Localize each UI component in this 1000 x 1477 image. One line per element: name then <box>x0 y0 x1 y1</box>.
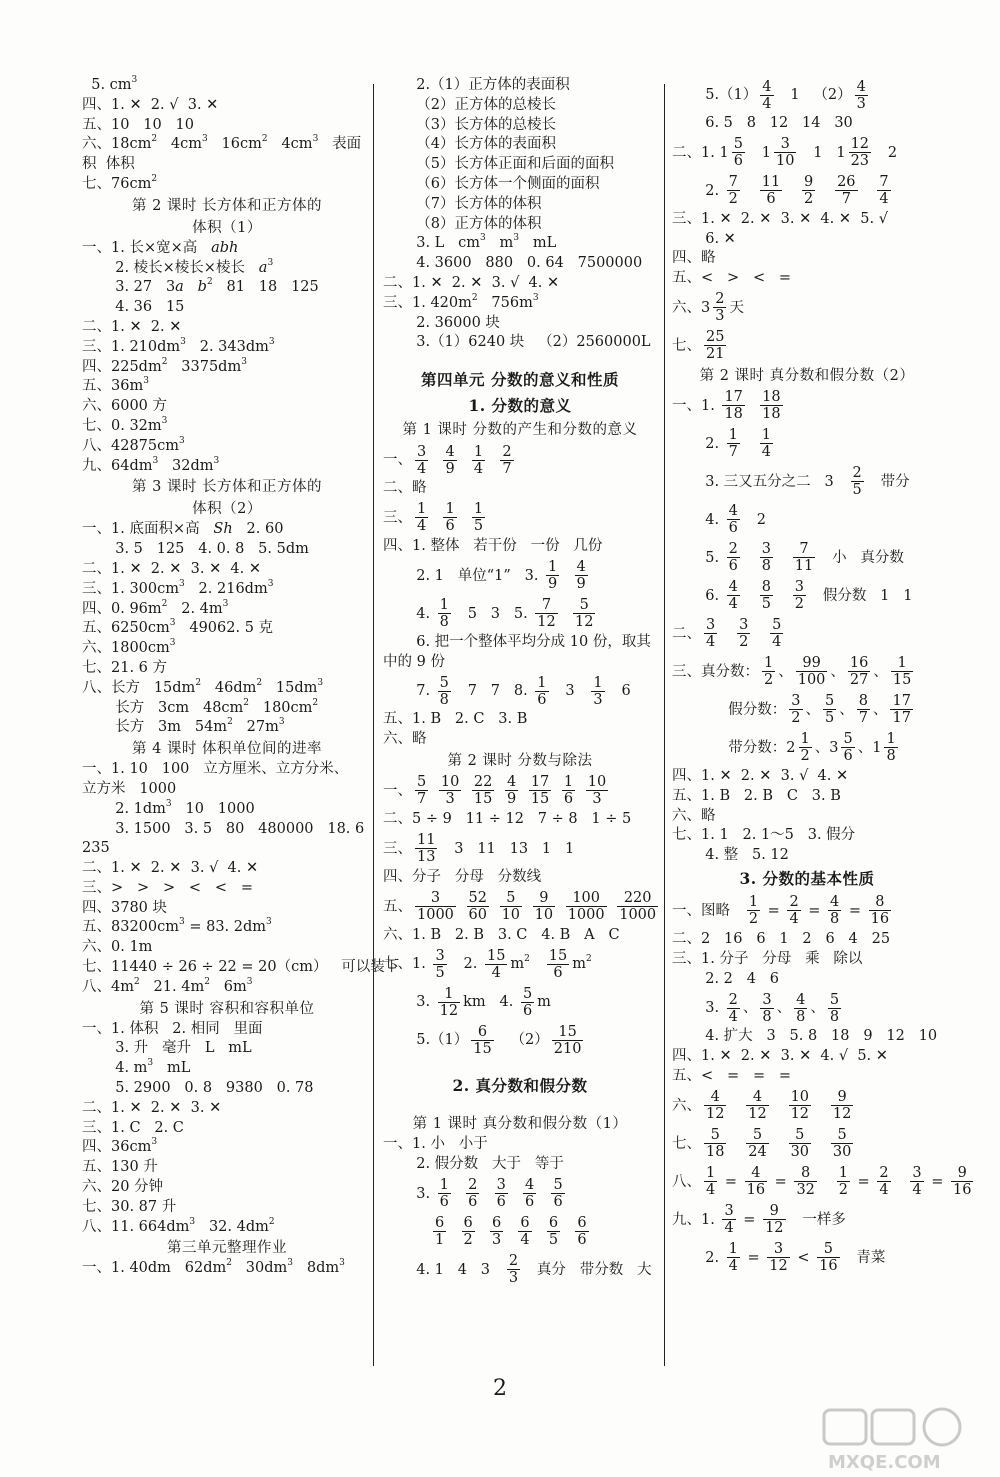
answer-line: 长方 3m $54m^2$ $27m^3$ <box>106 717 285 736</box>
fraction: $\frac{5}{6}$ <box>553 1177 563 1211</box>
answer-line: （3）长方体的总棱长 <box>407 116 556 133</box>
answer-line: （5）长方体正面和后面的面积 <box>407 156 614 173</box>
answer-line: 二、略 <box>383 480 427 497</box>
fraction: $\frac{2}{5}$ <box>852 465 862 499</box>
answer-line: 2. 36000 块 <box>407 314 500 331</box>
answer-line: 七、1. 1 2. 1～5 3. 假分 <box>672 827 856 844</box>
fraction: $\frac{5}{12}$ <box>574 597 594 631</box>
fraction: $\frac{1}{4}$ <box>473 443 484 477</box>
fraction: $\frac{1}{7}$ <box>728 427 738 461</box>
answer-line: 六、$18cm^2$ $4cm^3$ $16cm^2$ $4cm^3$ 表面 <box>82 134 362 153</box>
fraction: $\frac{1}{6}$ <box>439 1177 449 1211</box>
fraction: $\frac{17}{18}$ <box>724 389 743 423</box>
fraction: $\frac{17}{17}$ <box>892 693 911 727</box>
answer-line: 3. 升 毫升 L mL <box>106 1040 252 1057</box>
section-heading: 2. 真分数和假分数 <box>452 1076 588 1096</box>
answer-line: 三、> > > < < = <box>82 879 254 896</box>
page-number: 2 <box>493 1376 507 1401</box>
spacer <box>383 353 657 367</box>
answer-line: （4）长方体的表面积 <box>407 136 556 153</box>
fraction: $\frac{8}{16}$ <box>870 894 890 928</box>
section-heading: 第 1 课时 真分数和假分数（1） <box>412 1116 628 1133</box>
fraction: $\frac{1}{2}$ <box>800 731 810 765</box>
answer-line: 五、10 10 10 <box>82 116 195 133</box>
fraction: $\frac{7}{2}$ <box>728 174 738 208</box>
answer-line: 三、1. C 2. C <box>82 1119 184 1136</box>
section-heading: 第 4 课时 体积单位间的进率 <box>131 741 323 758</box>
answer-line: 2. 假分数 大于 等于 <box>407 1156 564 1173</box>
answer-line: 五、1. B 2. C 3. B <box>383 711 528 728</box>
answer-line: 三、 $\frac{1}{4}$ $\frac{1}{6}$ $\frac{1}{5}$ <box>383 501 484 535</box>
fraction: $\frac{1}{4}$ <box>728 1241 738 1275</box>
fraction: $\frac{3}{5}$ <box>435 947 445 981</box>
fraction: $\frac{4}{12}$ <box>706 1089 725 1123</box>
answer-line: （7）长方体的体积 <box>407 195 542 212</box>
answer-line: 五、130 升 <box>82 1159 158 1176</box>
fraction: $\frac{5}{8}$ <box>829 991 840 1025</box>
answer-line: 2.（1）正方体的表面积 <box>407 77 570 93</box>
answer-line: 5. 2900 0. 8 9380 0. 78 <box>106 1080 314 1097</box>
answer-line: 一、1. 40dm $62dm^2$ $30dm^3$ $8dm^3$ <box>82 1258 345 1277</box>
fraction: $\frac{7}{11}$ <box>794 541 814 575</box>
answer-line: （8）正方体的体积 <box>407 215 542 232</box>
fraction: $\frac{4}{8}$ <box>830 894 840 928</box>
fraction: $\frac{15}{6}$ <box>548 947 568 981</box>
fraction: $\frac{2}{4}$ <box>879 1165 889 1199</box>
answer-line: 6. ✕ <box>696 230 736 247</box>
answer-line: 2. $\frac{7}{2}$ $\frac{11}{6}$ $\frac{9}{2}$ $\frac{26}{7}$ $\frac{7}{4}$ <box>696 174 889 208</box>
answer-line: 四、$225dm^2$ $3375dm^3$ <box>82 356 247 375</box>
fraction: $\frac{4}{16}$ <box>746 1165 766 1199</box>
fraction: $\frac{4}{12}$ <box>748 1089 767 1123</box>
section-heading: 第三单元整理作业 <box>167 1240 287 1257</box>
answer-line: 4. $\frac{4}{6}$ 2 <box>696 503 766 537</box>
fraction: $\frac{5}{7}$ <box>417 774 427 808</box>
answer-line: 3. $\frac{1}{6}$ $\frac{2}{6}$ $\frac{3}{6}$ $\frac{4}{6}$ $\frac{5}{6}$ <box>407 1177 563 1211</box>
fraction: $\frac{3}{12}$ <box>769 1241 788 1275</box>
fraction: $\frac{6}{4}$ <box>520 1215 530 1249</box>
answer-line: 二、 $\frac{3}{4}$ $\frac{3}{2}$ $\frac{5}{4}$ <box>672 617 782 651</box>
answer-line: 二、1. 1 $\frac{5}{6}$ 1 $\frac{3}{10}$ 1 1 $\frac{12}{23}$ 2 <box>672 136 898 170</box>
fraction: $\frac{2}{4}$ <box>789 894 799 928</box>
answer-line: 六、略 <box>383 731 427 748</box>
answer-line: 三、 $\frac{11}{13}$ 3 11 13 1 1 <box>383 832 575 866</box>
section-heading: 体积（2） <box>192 501 262 518</box>
fraction: $\frac{6}{5}$ <box>548 1215 559 1249</box>
section-heading: 1. 分数的意义 <box>468 396 572 416</box>
fraction: $\frac{5}{18}$ <box>706 1127 725 1161</box>
fraction: $\frac{1}{6}$ <box>537 674 547 708</box>
fraction: $\frac{4}{9}$ <box>576 559 586 593</box>
answer-line: 6. 5 8 12 14 30 <box>696 115 853 131</box>
fraction: $\frac{1}{2}$ <box>748 894 759 928</box>
column-divider <box>664 84 665 1366</box>
answer-line: 三、1. $420m^2$ $756m^3$ <box>383 292 539 311</box>
answer-line: 3. $\frac{2}{4}$ 、 $\frac{3}{8}$ 、 $\frac{4}{8}$ 、 $\frac{5}{8}$ <box>696 991 840 1025</box>
answer-line: 3. 三又五分之二 3 $\frac{2}{5}$ 带分 <box>696 465 910 499</box>
answer-line: 5.（1） $\frac{6}{15}$ （2） $\frac{15}{210}$ <box>407 1023 582 1057</box>
fraction: $\frac{5}{6}$ <box>733 136 743 170</box>
column-middle <box>383 76 657 1289</box>
answer-line: 四、1. ✕ 2. √ 3. ✕ <box>82 96 219 113</box>
fraction: $\frac{6}{15}$ <box>473 1023 492 1057</box>
answer-line: 九、$64dm^3$ $32dm^3$ <box>82 455 220 474</box>
fraction: $\frac{5}{16}$ <box>819 1241 838 1275</box>
answer-line: 4. 36 15 <box>106 299 185 316</box>
fraction: $\frac{5}{6}$ <box>843 731 853 765</box>
fraction: $\frac{1}{4}$ <box>417 501 427 535</box>
fraction: $\frac{7}{12}$ <box>537 597 556 631</box>
answer-line: 七、0. $32m^3$ <box>82 415 168 434</box>
watermark-logo <box>820 1404 990 1474</box>
fraction: $\frac{4}{9}$ <box>506 774 517 808</box>
answer-line: 三、1. 分子 分母 乘 除以 <box>672 950 863 967</box>
answer-line: 长方 3cm $48cm^2$ $180cm^2$ <box>106 697 319 716</box>
answer-line: 二、1. ✕ 2. ✕ 3. ✕ <box>82 1099 222 1116</box>
fraction: $\frac{6}{6}$ <box>577 1215 587 1249</box>
answer-line: 2. 2 4 6 <box>696 970 779 987</box>
answer-line: 六、6000 方 <box>82 398 168 415</box>
fraction: $\frac{16}{27}$ <box>849 655 869 689</box>
answer-line: 5. $cm^3$ <box>82 75 138 93</box>
answer-line: 3.（1）6240 块 （2）2560000L <box>407 334 651 351</box>
fraction: $\frac{5}{5}$ <box>825 693 835 727</box>
answer-line: 4. $\frac{1}{8}$ 5 3 5. $\frac{7}{12}$ $\frac{5}{12}$ <box>407 597 594 631</box>
fraction: $\frac{99}{100}$ <box>797 655 826 689</box>
answer-line: 四、3780 块 <box>82 899 168 916</box>
answer-line: 四、0. $96m^2$ 2. $4m^3$ <box>82 598 229 617</box>
answer-line: 七、$76cm^2$ <box>82 173 158 192</box>
fraction: $\frac{11}{13}$ <box>417 832 436 866</box>
answer-line: 7. $\frac{5}{8}$ 7 7 8. $\frac{1}{6}$ 3 $\frac{1}{3}$ 6 <box>407 674 631 708</box>
answer-line: （2）正方体的总棱长 <box>407 96 556 113</box>
answer-line: 3. L $cm^3$ $m^3$ mL <box>407 233 557 252</box>
answer-line: 二、5 ÷ 9 11 ÷ 12 7 ÷ 8 1 ÷ 5 <box>383 810 632 827</box>
answer-line: 六、0. 1m <box>82 939 153 956</box>
fraction: $\frac{3}{4}$ <box>417 443 427 477</box>
section-heading: 第 3 课时 长方体和正方体的 <box>131 479 323 496</box>
fraction: $\frac{2}{4}$ <box>728 991 738 1025</box>
fraction: $\frac{1}{15}$ <box>892 655 912 689</box>
section-heading: 第 2 课时 分数与除法 <box>447 752 593 769</box>
fraction: $\frac{5}{30}$ <box>790 1127 810 1161</box>
fraction: $\frac{2}{3}$ <box>508 1253 519 1287</box>
answer-line: 4. $m^3$ mL <box>106 1058 191 1077</box>
fraction: $\frac{8}{32}$ <box>796 1165 815 1199</box>
fraction: $\frac{3}{6}$ <box>496 1177 506 1211</box>
answer-line: 一、1. $\frac{17}{18}$ $\frac{18}{18}$ <box>672 389 781 423</box>
answer-line: 二、2 16 6 1 2 6 4 25 <box>672 930 891 947</box>
answer-line: 七、11440 ÷ 26 ÷ 22 = 20（cm） 可以装下 <box>82 959 400 976</box>
answer-line: 二、1. ✕ 2. ✕ 3. √ 4. ✕ <box>383 274 560 291</box>
answer-line: 4. 3600 880 0. 64 7500000 <box>407 255 643 272</box>
answer-line: 4. 1 4 3 $\frac{2}{3}$ 真分 带分数 大 <box>407 1253 652 1287</box>
answer-line: 六、 $\frac{4}{12}$ $\frac{4}{12}$ $\frac{10}{12}$ $\frac{9}{12}$ <box>672 1089 852 1123</box>
section-heading: 第 5 课时 容积和容积单位 <box>139 1000 315 1017</box>
column-right <box>672 76 972 1277</box>
answer-line: 2. 1 单位“1” 3. $\frac{1}{9}$ $\frac{4}{9}$ <box>407 559 586 593</box>
answer-line: 一、1. 10 100 立方厘米、立方分米、 <box>82 761 349 778</box>
answer-line: 中的 9 份 <box>383 653 445 670</box>
fraction: $\frac{4}{3}$ <box>856 78 866 112</box>
answer-line: 一、 $\frac{3}{4}$ $\frac{4}{9}$ $\frac{1}{4}$ $\frac{2}{7}$ <box>383 443 512 477</box>
fraction: $\frac{18}{18}$ <box>762 389 781 423</box>
column-left <box>82 75 400 1279</box>
answer-line: 五、$6250cm^3$ 49062. 5 克 <box>82 618 274 637</box>
fraction: $\frac{1}{6}$ <box>563 774 574 808</box>
fraction: $\frac{3}{4}$ <box>706 617 716 651</box>
fraction: $\frac{1}{3}$ <box>593 674 603 708</box>
fraction: $\frac{5}{4}$ <box>772 617 782 651</box>
section-heading: 第 2 课时 长方体和正方体的 <box>131 197 323 214</box>
fraction: $\frac{12}{23}$ <box>850 136 870 170</box>
column-divider <box>373 84 374 1366</box>
fraction: $\frac{4}{8}$ <box>796 991 806 1025</box>
answer-line: 假分数： $\frac{3}{2}$ 、 $\frac{5}{5}$ 、 $\frac{8}{7}$ 、 $\frac{17}{17}$ <box>696 693 911 727</box>
answer-line: 八、$4m^2$ 21. $4m^2$ $6m^3$ <box>82 976 253 995</box>
fraction: $\frac{1}{9}$ <box>548 559 558 593</box>
fraction: $\frac{2}{3}$ <box>715 291 725 325</box>
fraction: $\frac{8}{5}$ <box>761 579 771 613</box>
section-heading: 第 2 课时 真分数和假分数（2） <box>699 367 915 384</box>
answer-line: 一、1. 体积 2. 相同 里面 <box>82 1020 263 1037</box>
answer-line: 五、$36m^3$ <box>82 376 149 395</box>
fraction: $\frac{1}{4}$ <box>706 1165 716 1199</box>
fraction: $\frac{4}{4}$ <box>728 579 738 613</box>
answer-line: 五、< > < = <box>672 270 792 287</box>
answer-line: 八、 $\frac{1}{4}$ = $\frac{4}{16}$ = $\frac{8}{32}$ $\frac{1}{2}$ = $\frac{2}{4}$ $\frac{3}{4}$ = $\frac{9}{16}$ <box>672 1165 972 1199</box>
fraction: $\frac{9}{16}$ <box>953 1165 972 1199</box>
fraction: $\frac{3}{2}$ <box>739 617 749 651</box>
answer-line: 三、1. $210dm^3$ 2. $343dm^3$ <box>82 336 275 355</box>
answer-line: 五、1. B 2. B C 3. B <box>672 787 841 804</box>
section-heading: 第四单元 分数的意义和性质 <box>421 370 619 390</box>
fraction: $\frac{3}{2}$ <box>791 693 801 727</box>
answer-line: 四、1. ✕ 2. ✕ 3. ✕ 4. √ 5. ✕ <box>672 1048 888 1065</box>
svg-text:MXQE.COM: MXQE.COM <box>828 1452 941 1473</box>
fraction: $\frac{11}{6}$ <box>761 174 781 208</box>
answer-line: 6. $\frac{4}{4}$ $\frac{8}{5}$ $\frac{3}{2}$ 假分数 1 1 <box>696 579 913 613</box>
answer-line: 二、1. ✕ 2. ✕ <box>82 318 182 335</box>
fraction: $\frac{1}{5}$ <box>473 501 484 535</box>
fraction: $\frac{6}{2}$ <box>463 1215 473 1249</box>
fraction: $\frac{26}{7}$ <box>837 174 856 208</box>
answer-line: 五、$83200cm^3 = 83$. $2dm^3$ <box>82 917 272 936</box>
fraction: $\frac{220}{1000}$ <box>619 890 657 924</box>
answer-line: 六、1. B 2. B 3. C 4. B A C <box>383 926 620 943</box>
answer-line: 带分数：2 $\frac{1}{2}$ 、3 $\frac{5}{6}$ 、1 $\frac{1}{8}$ <box>696 731 896 765</box>
answer-line: 积 体积 <box>82 156 135 173</box>
fraction: $\frac{3}{2}$ <box>794 579 805 613</box>
fraction: $\frac{10}{3}$ <box>587 774 607 808</box>
answer-line: 五、 $\frac{3}{1000}$ $\frac{52}{60}$ $\frac{5}{10}$ $\frac{9}{10}$ $\frac{100}{1000}$ $\frac{220}{1000}$ <box>383 890 657 924</box>
answer-line: 七、 $\frac{5}{18}$ $\frac{5}{24}$ $\frac{5}{30}$ $\frac{5}{30}$ <box>672 1127 852 1161</box>
answer-line <box>383 1213 657 1251</box>
answer-line: 九、1. $\frac{3}{4}$ = $\frac{9}{12}$ 一样多 <box>672 1203 846 1237</box>
fraction: $\frac{15}{4}$ <box>486 947 506 981</box>
fraction: $\frac{15}{210}$ <box>553 1023 582 1057</box>
fraction: $\frac{9}{2}$ <box>804 174 814 208</box>
spacer <box>383 1059 657 1073</box>
answer-line: 三、1. ✕ 2. ✕ 3. ✕ 4. ✕ 5. √ <box>672 210 888 227</box>
answer-line: 2. 棱长×棱长×棱长 $a^3$ <box>106 257 274 276</box>
answer-line: 二、1. ✕ 2. ✕ 3. √ 4. ✕ <box>82 860 259 877</box>
answer-line: 3. 27 3a $b^2$ 81 18 125 <box>106 277 319 296</box>
fraction: $\frac{10}{3}$ <box>440 774 460 808</box>
fraction: $\frac{1}{8}$ <box>439 597 449 631</box>
spacer <box>383 1099 657 1113</box>
fraction: $\frac{1}{8}$ <box>886 731 896 765</box>
answer-line: 六、$1800cm^3$ <box>82 638 176 657</box>
answer-line: 一、1. 小 小于 <box>383 1136 488 1153</box>
fraction: $\frac{5}{8}$ <box>439 674 449 708</box>
fraction: $\frac{9}{12}$ <box>832 1089 852 1123</box>
fraction: $\frac{3}{8}$ <box>762 991 772 1025</box>
answer-line: 六、3 $\frac{2}{3}$ 天 <box>672 291 744 325</box>
fraction: $\frac{5}{30}$ <box>832 1127 852 1161</box>
section-heading: 3. 分数的基本性质 <box>739 868 875 888</box>
answer-line: 四、1. 整体 若干份 一份 几份 <box>383 537 603 554</box>
answer-line: 立方米 1000 <box>82 780 177 797</box>
answer-line: 八、11. $664dm^3$ 32. $4dm^2$ <box>82 1216 275 1235</box>
answer-line: 六、略 <box>672 807 716 824</box>
section-heading: 第 1 课时 分数的产生和分数的意义 <box>402 422 638 439</box>
fraction: $\frac{17}{15}$ <box>530 774 550 808</box>
answer-line: 3. 1500 3. 5 80 480000 18. 6 <box>106 820 365 837</box>
answer-line: 3. $\frac{1}{12}$ km 4. $\frac{5}{6}$ m <box>407 985 551 1019</box>
answer-line: 6. 把一个整体平均分成 10 份，取其 <box>407 633 651 650</box>
fraction: $\frac{6}{3}$ <box>491 1215 502 1249</box>
fraction: $\frac{4}{9}$ <box>445 443 455 477</box>
fraction: $\frac{6}{1}$ <box>435 1215 445 1249</box>
fraction: $\frac{8}{7}$ <box>858 693 868 727</box>
fraction: $\frac{5}{24}$ <box>748 1127 767 1161</box>
answer-line: 七、 $\frac{25}{21}$ <box>672 329 725 363</box>
answer-line: 六、20 分钟 <box>82 1179 164 1196</box>
answer-line: 三、1. $300cm^3$ 2. $216dm^3$ <box>82 578 274 597</box>
fraction: $\frac{22}{15}$ <box>473 774 493 808</box>
fraction: $\frac{3}{4}$ <box>912 1165 922 1199</box>
fraction: $\frac{5}{6}$ <box>522 985 533 1019</box>
answer-line: 八、$42875cm^3$ <box>82 435 185 454</box>
answer-line: 七、21. 6 方 <box>82 659 168 676</box>
answer-line: 一、1. 底面积×高 Sh 2. 60 <box>82 521 284 538</box>
answer-line: 四、略 <box>672 250 716 267</box>
fraction: $\frac{1}{6}$ <box>445 501 455 535</box>
fraction: $\frac{2}{6}$ <box>468 1177 478 1211</box>
fraction: $\frac{1}{2}$ <box>764 655 774 689</box>
fraction: $\frac{5}{10}$ <box>501 890 521 924</box>
answer-line: 2. $\frac{1}{4}$ = $\frac{3}{12}$ < $\frac{5}{16}$ 青菜 <box>696 1241 886 1275</box>
answer-line: 一、1. 长×宽×高 abh <box>82 239 239 256</box>
fraction: $\frac{3}{10}$ <box>775 136 795 170</box>
fraction: $\frac{25}{21}$ <box>706 329 725 363</box>
answer-line: 2. $1dm^3$ 10 1000 <box>106 798 255 817</box>
answer-line: 四、$36cm^3$ <box>82 1137 158 1156</box>
fraction: $\frac{3}{4}$ <box>724 1203 734 1237</box>
fraction: $\frac{9}{12}$ <box>765 1203 784 1237</box>
answer-line: 3. 5 125 4. 0. 8 5. 5dm <box>106 541 309 558</box>
fraction: $\frac{3}{8}$ <box>761 541 771 575</box>
fraction: $\frac{10}{12}$ <box>790 1089 810 1123</box>
fraction: $\frac{2}{6}$ <box>728 541 738 575</box>
fraction: $\frac{52}{60}$ <box>468 890 487 924</box>
answer-line: （6）长方体一个侧面的面积 <box>407 175 600 192</box>
fraction: $\frac{1}{4}$ <box>761 427 771 461</box>
fraction: $\frac{1}{2}$ <box>838 1165 848 1199</box>
answer-line: 一、 $\frac{5}{7}$ $\frac{10}{3}$ $\frac{22}{15}$ $\frac{4}{9}$ $\frac{17}{15}$ $\frac{1}{6}$ $\frac{10}{3}$ <box>383 774 607 808</box>
fraction: $\frac{7}{4}$ <box>879 174 889 208</box>
fraction: $\frac{4}{6}$ <box>728 503 738 537</box>
fraction: $\frac{9}{10}$ <box>534 890 554 924</box>
fraction: $\frac{100}{1000}$ <box>567 890 605 924</box>
answer-line: 4. 整 5. 12 <box>696 847 789 864</box>
answer-line: 四、1. ✕ 2. ✕ 3. √ 4. ✕ <box>672 767 849 784</box>
answer-line: 七、30. 87 升 <box>82 1198 177 1215</box>
answer-line: 5.（1） $\frac{4}{4}$ 1 （2） $\frac{4}{3}$ <box>696 78 866 112</box>
answer-line: 三、真分数： $\frac{1}{2}$ 、 $\frac{99}{100}$ 、 $\frac{16}{27}$ 、 $\frac{1}{15}$ <box>672 655 912 689</box>
answer-line: 5. $\frac{2}{6}$ $\frac{3}{8}$ $\frac{7}{11}$ 小 真分数 <box>696 541 904 575</box>
fraction: $\frac{1}{12}$ <box>439 985 459 1019</box>
answer-line: 四、分子 分母 分数线 <box>383 868 542 885</box>
answer-line: 4. 扩大 3 5. 8 18 9 12 10 <box>696 1028 938 1045</box>
answer-line: 五、< = = = <box>672 1067 792 1084</box>
answer-line: 七、1. $\frac{3}{5}$ 2. $\frac{15}{4}$ $m^2$ $\frac{15}{6}$ $m^2$ <box>383 947 592 981</box>
answer-line: 2. $\frac{1}{7}$ $\frac{1}{4}$ <box>696 427 771 461</box>
section-heading: 体积（1） <box>192 219 262 236</box>
answer-line: 二、1. ✕ 2. ✕ 3. ✕ 4. ✕ <box>82 560 262 577</box>
fraction: $\frac{3}{1000}$ <box>417 890 454 924</box>
fraction: $\frac{2}{7}$ <box>502 443 512 477</box>
answer-line: 一、图略 $\frac{1}{2}$ = $\frac{2}{4}$ = $\frac{4}{8}$ = $\frac{8}{16}$ <box>672 894 890 928</box>
fraction: $\frac{4}{4}$ <box>762 78 772 112</box>
answer-line: 八、长方 $15dm^2$ $46dm^2$ $15dm^3$ <box>82 677 324 696</box>
answer-line: 235 <box>82 840 110 857</box>
fraction: $\frac{4}{6}$ <box>525 1177 535 1211</box>
